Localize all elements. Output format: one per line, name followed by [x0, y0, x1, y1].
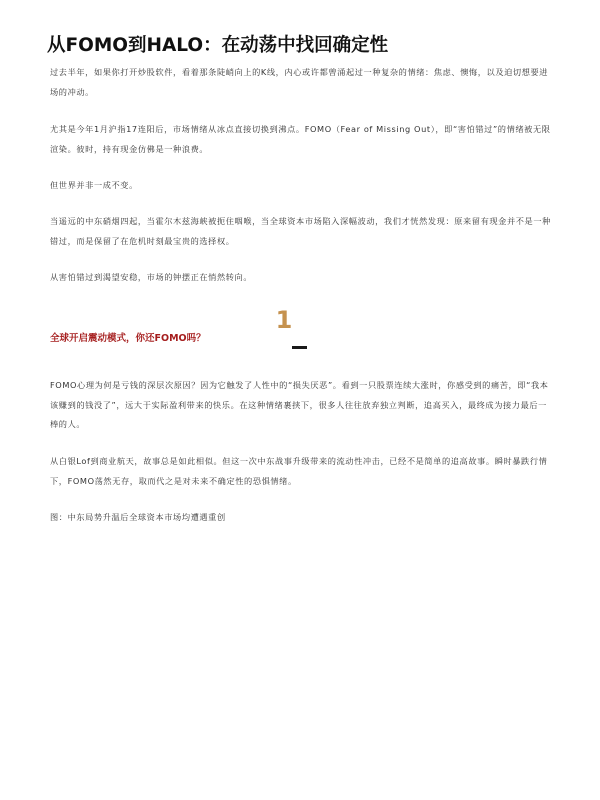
- section-1-heading: 全球开启震动模式，你还FOMO吗？: [50, 333, 206, 344]
- section-1-paragraph-1: FOMO心理为何是亏钱的深层次原因？因为它触发了人性中的“损失厌恶”。看到一只股票连续大涨时，你感受到的痛苦，即“我本该赚到的钱没了”，远大于实际盈利带来的快乐。在这种情绪裹挟下，很多人往往放弃独立判断，追高买入，最终成为接力最后一棒的人。: [50, 380, 549, 429]
- intro-paragraph-3: 但世界并非一成不变。: [50, 180, 138, 190]
- section-divider: [292, 346, 307, 349]
- article-title: 从FOMO到HALO：在动荡中找回确定性: [47, 35, 389, 56]
- intro-paragraph-2: 尤其是今年1月沪指17连阳后，市场情绪从冰点直接切换到沸点。FOMO（Fear of Missing Out），即“害怕错过”的情绪被无限渲染。彼时，持有现金仿佛是一种浪费。: [50, 124, 551, 154]
- intro-paragraph-1: 过去半年，如果你打开炒股软件，看着那条陡峭向上的K线，内心或许都曾涌起过一种复杂的情绪：焦虑、懊悔，以及迫切想要进场的冲动。: [50, 67, 549, 97]
- section-1-paragraph-2: 从白银Lof到商业航天，故事总是如此相似。但这一次中东战事升级带来的流动性冲击，已经不是简单的追高故事。瞬时暴跌行情下，FOMO荡然无存，取而代之是对未来不确定性的恐惧情绪。: [50, 456, 548, 486]
- intro-paragraph-5: 从害怕错过到渴望安稳，市场的钟摆正在悄然转向。: [50, 272, 253, 282]
- figure-caption: 图：中东局势升温后全球资本市场均遭遇重创: [50, 512, 226, 522]
- section-1-number: 1: [275, 306, 293, 334]
- intro-paragraph-4: 当遥远的中东硝烟四起，当霍尔木兹海峡被扼住咽喉，当全球资本市场陷入深幅波动，我们才恍然发现：原来留有现金并不是一种错过，而是保留了在危机时刻最宝贵的选择权。: [50, 216, 551, 246]
